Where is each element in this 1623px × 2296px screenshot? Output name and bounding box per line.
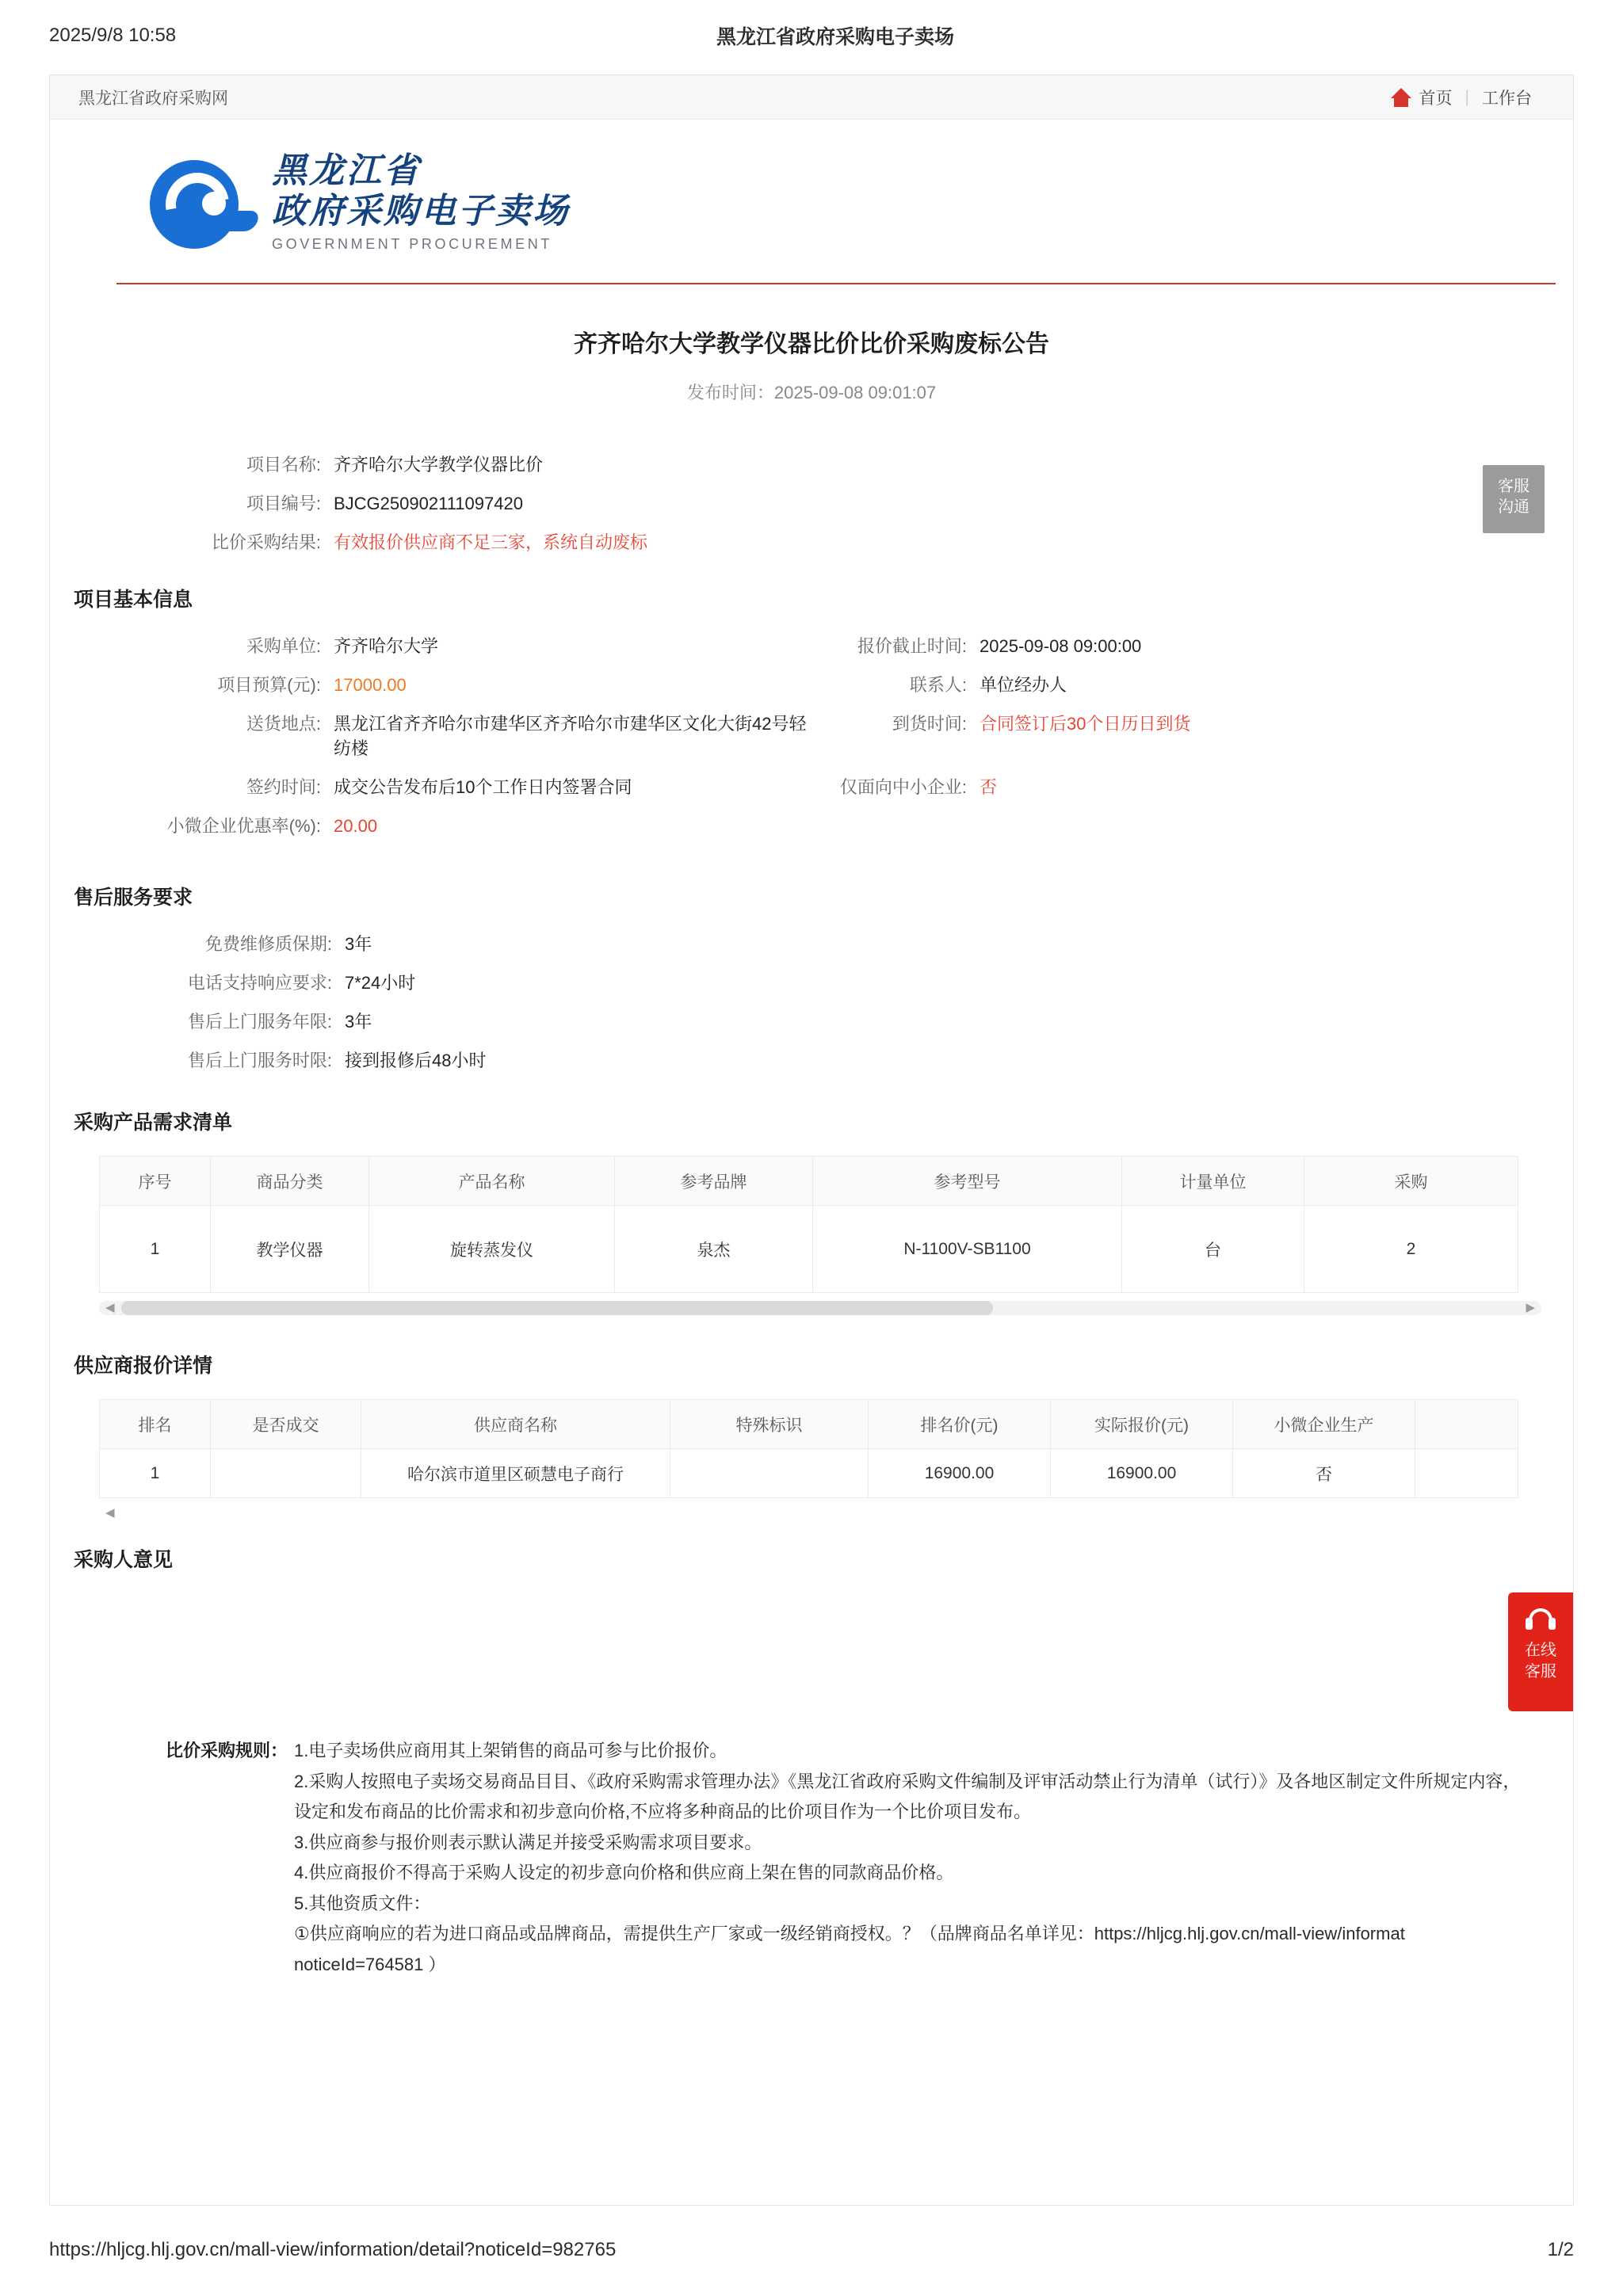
- project-code-label: 项目编号:: [246, 494, 321, 513]
- logo-line-1: 黑龙江省: [272, 151, 421, 191]
- scroll-right-arrow-icon[interactable]: ▶: [1526, 1301, 1535, 1314]
- cell-rank: 1: [100, 1449, 211, 1498]
- page-frame: [49, 74, 1574, 2206]
- sign-time-value: 成交公告发布后10个工作日内签署合同: [334, 777, 632, 797]
- publish-time: [50, 379, 1573, 404]
- basic-row: [812, 774, 1457, 799]
- product-table-title: 采购产品需求清单: [74, 1112, 233, 1134]
- purchaser-value: 齐齐哈尔大学: [334, 636, 439, 656]
- publish-time-label: 发布时间：: [686, 383, 774, 402]
- basic-row: [166, 774, 812, 799]
- table-header-row: [100, 1157, 1518, 1206]
- delivery-address-value: 黑龙江省齐齐哈尔市建华区齐齐哈尔市建华区文化大街42号轻纺楼: [334, 714, 807, 758]
- announcement-content: [50, 404, 1573, 1980]
- onsite-limit-label: 售后上门服务时限:: [187, 1051, 332, 1070]
- logo-text: [272, 151, 570, 253]
- col-ref-model: 参考型号: [813, 1157, 1122, 1206]
- rule-item: noticeId=764581 ）: [294, 1954, 446, 1974]
- cell-unit: 台: [1122, 1206, 1304, 1293]
- publish-time-value: 2025-09-08 09:01:07: [773, 383, 937, 402]
- result-value: 有效报价供应商不足三家，系统自动废标: [334, 532, 648, 552]
- purchaser-label: 采购单位:: [246, 636, 321, 656]
- col-special-mark: 特殊标识: [670, 1400, 869, 1449]
- cell-extra: [1415, 1449, 1518, 1498]
- cell-actual-price: 16900.00: [1051, 1449, 1233, 1498]
- quote-table: [99, 1399, 1518, 1498]
- nav-workbench-link[interactable]: 工作台: [1482, 89, 1532, 108]
- basic-info-section: [166, 633, 1457, 852]
- quote-table-wrapper: [99, 1399, 1541, 1498]
- cell-product-name: 旋转蒸发仪: [369, 1206, 615, 1293]
- col-is-awarded: 是否成交: [211, 1400, 361, 1449]
- col-purchase-qty: 采购: [1304, 1157, 1518, 1206]
- aftersale-row: [150, 1047, 804, 1072]
- online-service-line-2: 客服: [1525, 1663, 1556, 1680]
- table-row: [100, 1206, 1518, 1293]
- contact-value: 单位经办人: [980, 675, 1067, 695]
- quote-table-horizontal-scrollbar[interactable]: [99, 1506, 1541, 1520]
- arrival-time-label: 到货时间:: [892, 714, 967, 734]
- project-name-value: 齐齐哈尔大学教学仪器比价: [334, 455, 544, 475]
- basic-row: [812, 633, 1457, 658]
- basic-row: [166, 711, 812, 760]
- rules-label: 比价采购规则：: [166, 1741, 288, 1760]
- customer-service-line-2: 沟通: [1498, 498, 1529, 516]
- rules-body: [294, 1736, 1526, 1980]
- scrollbar-thumb[interactable]: [121, 1301, 993, 1315]
- top-navigation-bar: [50, 75, 1573, 120]
- logo-band: [50, 120, 1573, 284]
- col-extra: [1415, 1400, 1518, 1449]
- warranty-label: 免费维修质保期:: [204, 934, 332, 954]
- rule-item: 3.供应商参与报价则表示默认满足并接受采购需求项目要求。: [294, 1832, 762, 1852]
- col-rank-price: 排名价(元): [869, 1400, 1051, 1449]
- basic-row: [812, 672, 1457, 696]
- phone-support-value: 7*24小时: [345, 973, 416, 993]
- col-category: 商品分类: [211, 1157, 369, 1206]
- summary-section: [166, 452, 1457, 554]
- cell-supplier-name: 哈尔滨市道里区硕慧电子商行: [361, 1449, 670, 1498]
- sme-discount-value: 20.00: [334, 816, 378, 836]
- scroll-left-arrow-icon[interactable]: ◀: [105, 1301, 115, 1314]
- print-header: [0, 0, 1623, 71]
- cell-sme-made: 否: [1233, 1449, 1415, 1498]
- project-name-label: 项目名称:: [246, 455, 321, 475]
- logo-line-3: GOVERNMENT PROCUREMENT: [272, 236, 552, 253]
- col-index: 序号: [100, 1157, 211, 1206]
- col-ref-brand: 参考品牌: [615, 1157, 813, 1206]
- cell-is-awarded: [211, 1449, 361, 1498]
- print-footer-url: https://hljcg.hlj.gov.cn/mall-view/information/detail?noticeId=982765: [49, 2239, 617, 2260]
- rule-item: ①供应商响应的若为进口商品或品牌商品，需提供生产厂家或一级经销商授权。？（品牌商品名单详见：https://hljcg.hlj.gov.cn/mall-view/informat: [294, 1924, 1405, 1943]
- nav-separator: |: [1465, 87, 1469, 106]
- col-supplier-name: 供应商名称: [361, 1400, 670, 1449]
- basic-row: [166, 813, 812, 837]
- product-table: [99, 1156, 1518, 1293]
- onsite-years-value: 3年: [345, 1012, 372, 1032]
- cell-ref-model: N-1100V-SB1100: [813, 1206, 1122, 1293]
- aftersale-title: 售后服务要求: [74, 887, 193, 909]
- scroll-left-arrow-icon[interactable]: ◀: [105, 1506, 115, 1520]
- top-nav-links: [1391, 86, 1545, 109]
- logo-line-2: 政府采购电子卖场: [272, 190, 570, 231]
- result-label: 比价采购结果:: [211, 532, 321, 552]
- home-icon: [1391, 88, 1411, 107]
- rule-item: 2.采购人按照电子卖场交易商品目目、《政府采购需求管理办法》《黑龙江省政府采购文件编制及评审活动禁止行为清单（试行）》及各地区制定文件所规定内容，设定和发布商品的比价需求和初步意向价格,不应将多种商品的比价项目作为一个比价项目发布。: [294, 1771, 1521, 1821]
- budget-label: 项目预算(元):: [217, 675, 321, 695]
- contact-label: 联系人:: [909, 675, 967, 695]
- print-date: 2025/9/8 10:58: [49, 25, 177, 46]
- site-name: 黑龙江省政府采购网: [78, 89, 228, 108]
- product-table-wrapper: [99, 1156, 1541, 1293]
- cell-ref-brand: 泉杰: [615, 1206, 813, 1293]
- header-divider: [116, 283, 1556, 284]
- sme-only-label: 仅面向中小企业:: [839, 777, 967, 797]
- online-service-line-1: 在线: [1525, 1642, 1556, 1659]
- table-header-row: [100, 1400, 1518, 1449]
- aftersale-row: [150, 970, 804, 994]
- quote-table-title: 供应商报价详情: [74, 1355, 213, 1377]
- product-table-horizontal-scrollbar[interactable]: [99, 1301, 1541, 1315]
- basic-info-title: 项目基本信息: [74, 589, 193, 611]
- print-page-number: 1/2: [1547, 2239, 1574, 2260]
- cell-special-mark: [670, 1449, 869, 1498]
- announcement-title: 齐齐哈尔大学教学仪器比价比价采购废标公告: [574, 331, 1049, 357]
- col-unit: 计量单位: [1122, 1157, 1304, 1206]
- project-code-value: BJCG250902111097420: [334, 494, 523, 513]
- procurement-emblem-icon: [145, 155, 261, 249]
- customer-service-line-1: 客服: [1498, 478, 1529, 495]
- summary-row: [166, 452, 1457, 476]
- aftersale-row: [150, 1009, 804, 1033]
- print-title: 黑龙江省政府采购电子卖场: [716, 26, 954, 48]
- basic-row: [166, 633, 812, 658]
- cell-purchase-qty: 2: [1304, 1206, 1518, 1293]
- purchaser-opinion-body: [166, 1593, 1457, 1712]
- table-row: [100, 1449, 1518, 1498]
- nav-home-link[interactable]: 首页: [1419, 89, 1453, 108]
- onsite-limit-value: 接到报修后48小时: [345, 1051, 487, 1070]
- onsite-years-label: 售后上门服务年限:: [187, 1012, 332, 1032]
- col-product-name: 产品名称: [369, 1157, 615, 1206]
- site-logo[interactable]: [145, 151, 1573, 253]
- aftersale-row: [150, 931, 804, 955]
- quote-deadline-label: 报价截止时间:: [857, 636, 967, 656]
- rule-item: 1.电子卖场供应商用其上架销售的商品可参与比价报价。: [294, 1741, 727, 1760]
- purchaser-opinion-title: 采购人意见: [74, 1549, 174, 1571]
- sign-time-label: 签约时间:: [246, 777, 321, 797]
- quote-deadline-value: 2025-09-08 09:00:00: [980, 636, 1142, 656]
- budget-value: 17000.00: [334, 675, 407, 695]
- print-footer: [49, 2239, 1574, 2261]
- basic-row: [166, 672, 812, 696]
- warranty-value: 3年: [345, 934, 372, 954]
- rule-item: 5.其他资质文件：: [294, 1893, 431, 1913]
- sme-only-value: 否: [980, 777, 998, 797]
- summary-row: [166, 529, 1457, 554]
- rule-item: 4.供应商报价不得高于采购人设定的初步意向价格和供应商上架在售的同款商品价格。: [294, 1863, 954, 1882]
- cell-index: 1: [100, 1206, 211, 1293]
- cell-rank-price: 16900.00: [869, 1449, 1051, 1498]
- phone-support-label: 电话支持响应要求:: [187, 973, 332, 993]
- delivery-address-label: 送货地点:: [246, 714, 321, 734]
- summary-row: [166, 490, 1457, 515]
- col-sme-made: 小微企业生产: [1233, 1400, 1415, 1449]
- basic-row: [812, 711, 1457, 760]
- arrival-time-value: 合同签订后30个日历日到货: [980, 714, 1191, 734]
- sme-discount-label: 小微企业优惠率(%):: [166, 816, 321, 836]
- col-actual-price: 实际报价(元): [1051, 1400, 1233, 1449]
- col-rank: 排名: [100, 1400, 211, 1449]
- aftersale-section: [150, 931, 1457, 1072]
- cell-category: 教学仪器: [211, 1206, 369, 1293]
- procurement-rules-section: [166, 1736, 1526, 1980]
